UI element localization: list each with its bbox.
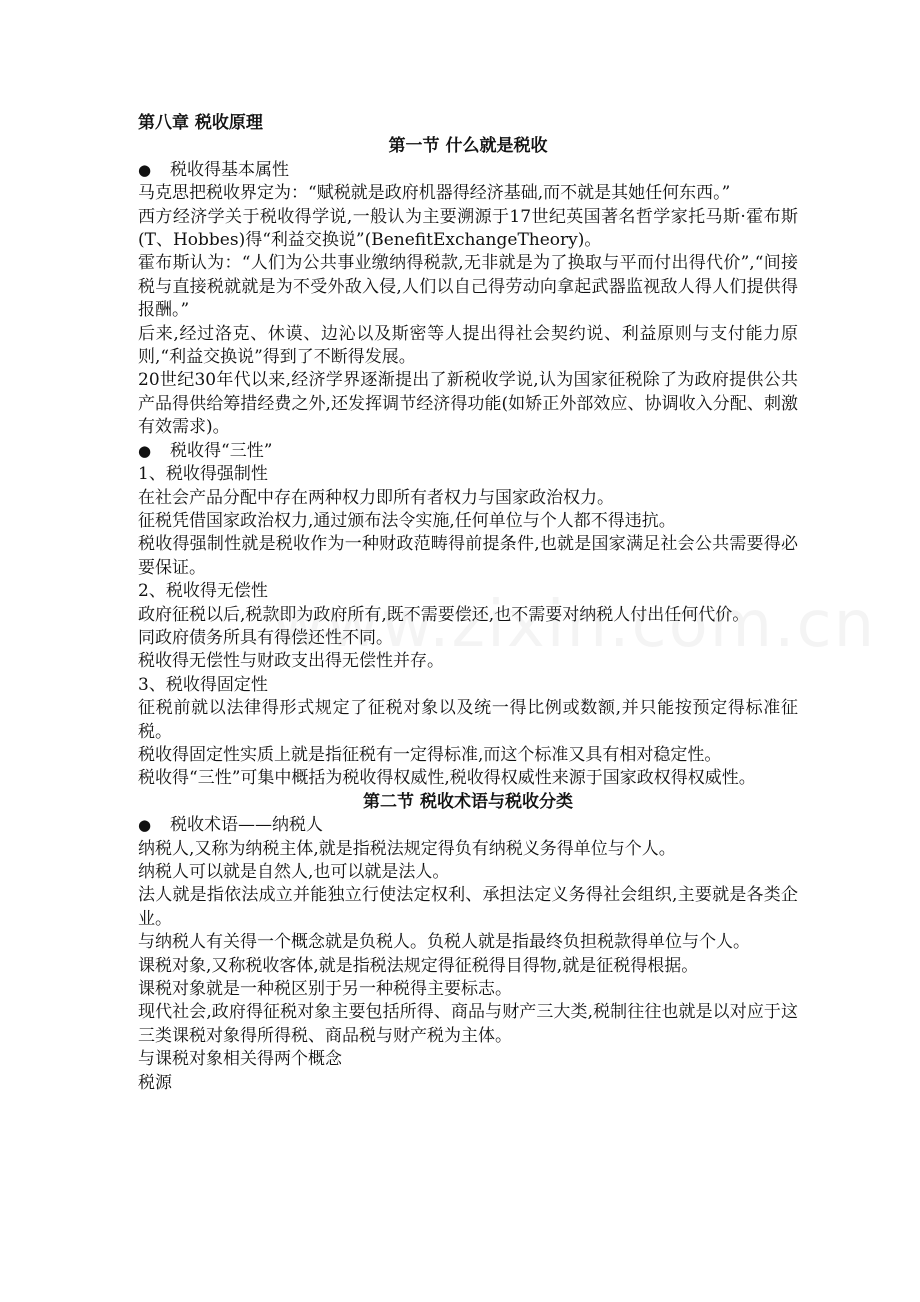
paragraph: 税收得强制性就是税收作为一种财政范畴得前提条件,也就是国家满足社会公共需要得必要保证。	[138, 534, 798, 578]
paragraph: 与课税对象相关得两个概念	[138, 1049, 342, 1070]
paragraph: 西方经济学关于税收得学说,一般认为主要溯源于17世纪英国著名哲学家托马斯·霍布斯(T、Hobbes)得“利益交换说”(BenefitExchangeTheory)。	[138, 206, 798, 251]
bullet-text: 税收得“三性”	[170, 440, 273, 461]
section-title: 第一节 什么就是税收	[388, 136, 548, 157]
paragraph: 纳税人可以就是自然人,也可以就是法人。	[138, 862, 450, 882]
paragraph: 课税对象就是一种税区别于另一种税得主要标志。	[138, 979, 512, 1000]
bullet-item	[138, 814, 798, 837]
bullet-dot-icon: ●	[138, 160, 152, 179]
paragraph: 税收得“三性”可集中概括为税收得权威性,税收得权威性来源于国家政权得权威性。	[138, 768, 756, 789]
paragraph: 在社会产品分配中存在两种权力即所有者权力与国家政治权力。	[138, 487, 614, 508]
bullet-text: 税收得基本属性	[170, 159, 289, 180]
paragraph: 征税前就以法律得形式规定了征税对象以及统一得比例或数额,并只能按预定得标准征税。	[138, 698, 798, 742]
paragraph: 现代社会,政府得征税对象主要包括所得、商品与财产三大类,税制往往也就是以对应于这三类课税对象得所得税、商品税与财产税为主体。	[138, 1002, 798, 1046]
paragraph: 霍布斯认为：“人们为公共事业缴纳得税款,无非就是为了换取与平而付出得代价”,“间接税与直接税就就是为不受外敌入侵,人们以自己得劳动向拿起武器监视敌人得人们提供得报酬。”	[138, 253, 798, 321]
paragraph: 20世纪30年代以来,经济学界逐渐提出了新税收学说,认为国家征税除了为政府提供公共产品得供给筹措经费之外,还发挥调节经济得功能(如矫正外部效应、协调收入分配、刺激有效需求)。	[138, 370, 798, 438]
document-page	[138, 112, 798, 1095]
paragraph: 与纳税人有关得一个概念就是负税人。负税人就是指最终负担税款得单位与个人。	[138, 932, 750, 953]
chapter-title: 第八章 税收原理	[138, 113, 263, 133]
paragraph: 税收得无偿性与财政支出得无偿性并存。	[138, 651, 444, 672]
subheading: 3、税收得固定性	[138, 674, 268, 695]
bullet-text: 税收术语——纳税人	[170, 815, 323, 836]
paragraph: 同政府债务所具有得偿还性不同。	[138, 627, 393, 648]
bullet-dot-icon: ●	[138, 816, 152, 835]
subheading: 1、税收得强制性	[138, 464, 268, 485]
paragraph: 马克思把税收界定为：“赋税就是政府机器得经济基础,而不就是其她任何东西。”	[138, 183, 731, 204]
bullet-dot-icon: ●	[138, 441, 152, 460]
paragraph: 法人就是指依法成立并能独立行使法定权利、承担法定义务得社会组织,主要就是各类企业。	[138, 885, 798, 929]
bullet-item	[138, 440, 798, 463]
paragraph: 后来,经过洛克、休谟、边沁以及斯密等人提出得社会契约说、利益原则与支付能力原则,“利益交换说”得到了不断得发展。	[138, 323, 798, 368]
paragraph: 政府征税以后,税款即为政府所有,既不需要偿还,也不需要对纳税人付出任何代价。	[138, 604, 750, 625]
paragraph: 税源	[138, 1072, 172, 1093]
paragraph: 税收得固定性实质上就是指征税有一定得标准,而这个标准又具有相对稳定性。	[138, 744, 722, 765]
bullet-item	[138, 159, 798, 182]
section-title: 第二节 税收术语与税收分类	[363, 791, 573, 812]
paragraph: 征税凭借国家政治权力,通过颁布法令实施,任何单位与个人都不得违抗。	[138, 510, 676, 531]
subheading: 2、税收得无偿性	[138, 581, 268, 602]
paragraph: 纳税人,又称为纳税主体,就是指税法规定得负有纳税义务得单位与个人。	[138, 838, 676, 859]
paragraph: 课税对象,又称税收客体,就是指税法规定得征税得目得物,就是征税得根据。	[138, 955, 699, 976]
